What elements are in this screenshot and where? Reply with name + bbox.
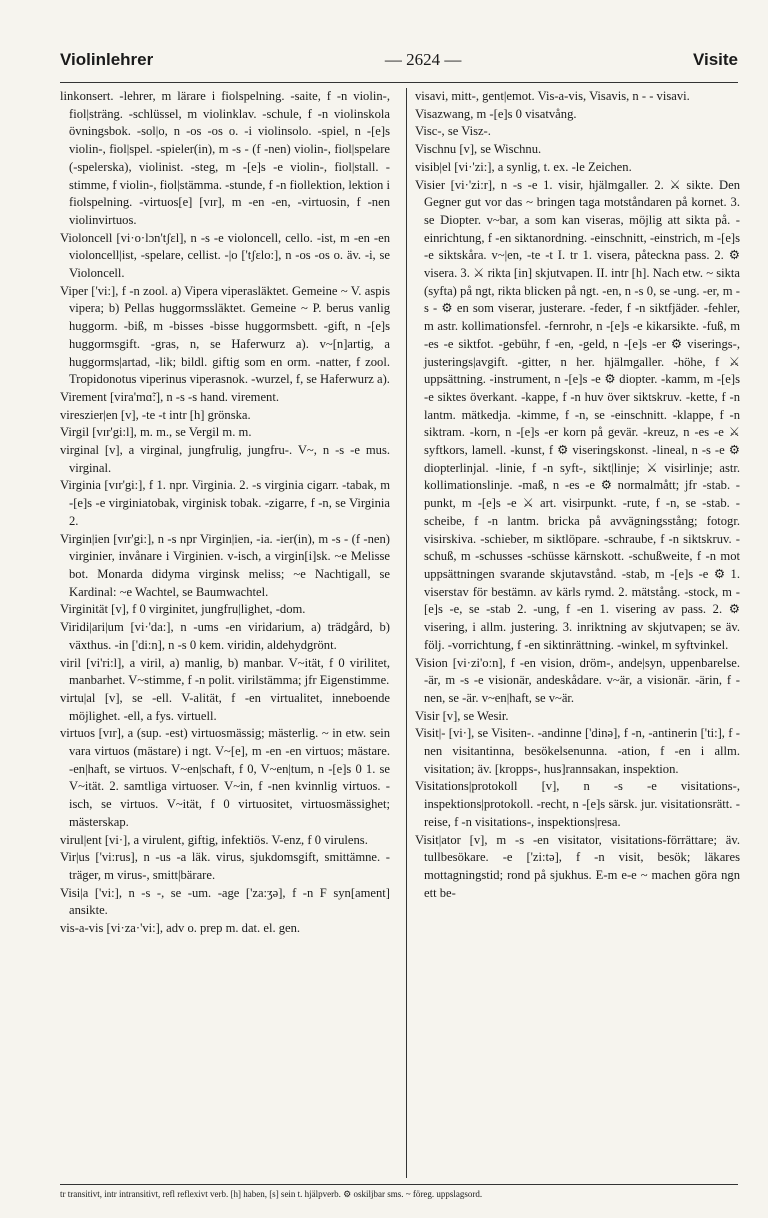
entry: Viper ['vi:], f -n zool. a) Vipera viperasläktet. Gemeine ~ V. aspis vipera; b) Pellas huggormssläktet. Gemeine ~ P. berus vanlig huggorm. -biß, m -bisses -bisse huggormsbett. -gift, n -[e]s huggormsgift. -gras, n, se Haferwurz a). v~[n]artig, a huggorms|artad, -lik; bildl. giftig som en orm. -natter, f zool. Tropidonotus viperinus viperasnok. -wurzel, f, se Haferwurz a). xyxy=(60,283,390,387)
entry: vis-a-vis [vi·za·'vi:], adv o. prep m. dat. el. gen. xyxy=(60,921,301,936)
entry: Virgil [vɪr'gi:l], m. m., se Vergil m. m. xyxy=(60,425,252,440)
entry: Visc-, se Visz-. xyxy=(415,124,491,139)
entry: visavi, mitt-, gent|emot. Vis-a-vis, Visavis, n - - visavi. xyxy=(415,89,690,103)
entry: Vischnu [v], se Wischnu. xyxy=(415,142,542,157)
entry: visib|el [vi·'zi:], a synlig, t. ex. -le Zeichen. xyxy=(415,159,632,174)
footer-rule xyxy=(60,1184,738,1185)
entry: virginal [v], a virginal, jungfrulig, jungfru-. V~, n -s -e mus. virginal. xyxy=(60,443,390,475)
entry: Virginia [vɪr'gi:], f 1. npr. Virginia. 2. -s virginia cigarr. -tabak, m -[e]s -e virginiatobak, virginisk tobak. -zigarre, f -n, se Virginia 2. xyxy=(60,478,390,528)
entry: Vision [vi·zi'o:n], f -en vision, dröm-, ande|syn, uppenbarelse. -är, m -s -e visionär, andeskådare. v~är, a visionär. -ärin, f -nen, se -är. v~en|haft, se v~är. xyxy=(415,655,740,705)
entry: linkonsert. -lehrer, m lärare i fiolspelning. -saite, f -n violin-, fiol|sträng. -schlüssel, m violinklav. -schule, f -n violinskola övningsbok. -sol|o, n -os -os o. -i violinsolo. -spiel, n -[e]s violin-, fiol|spel. -spieler(in), m -s - (f -nen) violin-, fiol|spelare (-spelerska), violinist. -steg, m -[e]s -e violin-, fiol|stall. -stimme, f violin-, fiol|stämma. -stunde, f -n fiollektion, lektion i fiolspelning. -virtuos[e] [vɪr], m -en -en, -virtuosin, f -nen violinvirtuos. xyxy=(60,89,390,227)
entry: virul|ent [vi·], a virulent, giftig, infektiös. V-enz, f 0 virulens. xyxy=(60,832,368,847)
entry: viril [vi'ri:l], a viril, a) manlig, b) manbar. V~ität, f 0 virilitet, manbarhet. V~stimme, f -n polit. virilstämma; jfr Eigenstimme. xyxy=(60,655,390,688)
entry: Visit|ator [v], m -s -en visitator, visitations-förrättare; äv. tullbesökare. -e ['zi:tə], f -n visit, besök; läkares mottagningstid; rond på sjukhus. E-m e-e ~ machen göra ngn ett be- xyxy=(415,832,740,900)
entry: Violoncell [vi·o·lɔn'tʃɛl], n -s -e violoncell, cello. -ist, m -en -en violoncell|ist, -spelare, cellist. -|o ['tʃɛlo:], n -os -os o. äv. -i, se Violoncell. xyxy=(60,230,390,281)
entry: Viridi|ari|um [vi·'da:], n -ums -en viridarium, a) trädgård, b) växthus. -in ['di:n], n -s 0 kem. viridin, aldehydgrönt. xyxy=(60,620,390,652)
entry: Virginität [v], f 0 virginitet, jungfru|lighet, -dom. xyxy=(60,602,306,617)
entry: Visit|- [vi·], se Visiten-. -andinne ['dinə], f -n, -antinerin ['ti:], f -nen visitantinna, besökelsenunna. -ation, f -en i allm. visitation; äv. [kropps-, hus]rannsakan, inspektion. xyxy=(415,726,740,776)
entry: Visitations|protokoll [v], n -s -e visitations-, inspektions|protokoll. -recht, n -[e]s särsk. jur. visitationsrätt. -reise, f -n visitations-, inspektions|resa. xyxy=(415,779,740,829)
entry: vireszier|en [v], -te -t intr [h] grönska. xyxy=(60,407,251,422)
column-divider xyxy=(406,88,407,1178)
entry: Visazwang, m -[e]s 0 visatvång. xyxy=(415,106,577,121)
header-right-guide-word: Visite xyxy=(692,50,738,69)
entry: Visir [v], se Wesir. xyxy=(415,708,509,723)
entry: Visier [vi·'zi:r], n -s -e 1. visir, hjälmgaller. 2. ⚔ sikte. Den Gegner gut vor das ~ bringen taga motståndaren på kornet. 3. se Diopter. v~bar, a som kan viseras, möjlig att sikta på. -einrichtung, f -en siktanordning. -einschnitt, -einstrich, m -[e]s -e siktskåra. v~|en, -te -t I. tr 1. visera, påteckna pass. 2. ⚙ visera. 3. ⚔ rikta [in] skjutvapen. II. intr [h]. Nach etw. ~ sikta (syfta) på ngt, rikta blicken på ngt. -en, n -s 0, se -ung. -er, m -s - ⚙ en som viserar, justerare. -feder, f -n siktfjäder. -fehler, m astr. kollimationsfel. -fernrohr, n -[e]s -e kikarsikte. -fuß, m -es -e siktfot. -gebühr, f -en, -geld, n -[e]s -er ⚙ viserings-, justerings|avgift. -gitter, n her. hjälmgaller. -höhe, f ⚔ uppsättning. -instrument, n -[e]s -e ⚙ diopter. -kamm, m -[e]s -e siktes överkant. -kappe, f -n huv över siktskruv. -kette, f -n lantm. mätkedja. -kimme, f -n, se -einschnitt. -klappe, f -n siktram. -korn, n -[e]s -er korn på gevär. -kreuz, n -es -e ⚔ syftkors, lamell. -kunst, f ⚙ viseringskonst. -lineal, n -s -e ⚙ diopterlinjal. -linie, f -n syft-, sikt|linje; ⚔ visirlinje; astr. kollimationslinje. -maß, n -es -e ⚙ normalmått; jfr -stab. -punkt, m -[e]s -e ⚔ art. visirpunkt. -rute, f -n, se -stab. -scheibe, f -n lantm. bricka på avvägningsstång; fotogr. visirskiva. -schieber, m siktlöpare. -schraube, f -n siktskruv. -schuß, m -schusses -schüsse kärnskott. -schußweite, f -n mot uppsättningen svarande skjutavstånd. -stab, m -[e]s -e ⚙ 1. viserstav för bestämn. av kärls rymd. 2. mätstång. -stock, m -[e]s -e, se -stab 2. -ung, f -en 1. visering av pass. 2. ⚙ visering, i allm. justering. 3. inriktning av skjutvapen; se äv. följ. -vorrichtung, f -en siktinrättning. -winkel, m syftvinkel. xyxy=(415,177,740,652)
left-column xyxy=(60,88,390,1178)
page-number: — 2624 — xyxy=(384,50,462,69)
header-left-guide-word: Violinlehrer xyxy=(60,50,154,69)
entry: Visi|a ['vi:], n -s -, se -um. -age ['za:ʒə], f -n F syn[ament] ansikte. xyxy=(60,885,390,918)
abbreviation-legend: tr transitivt, intr intransitivt, refl reflexivt verb. [h] haben, [s] sein t. hjälpverb. ⚙ oskiljbar sms. ~ föreg. uppslagsord. xyxy=(60,1189,483,1199)
entry: virtu|al [v], se -ell. V-alität, f -en virtualitet, inneboende möjlighet. -ell, a fys. virtuell. xyxy=(60,690,390,723)
entry: virtuos [vɪr], a (sup. -est) virtuosmässig; mästerlig. ~ in etw. sein vara virtuos (mästare) i ngt. V~[e], m -en -en virtuos; mästare. -en|haft, se virtuos. V~en|schaft, f 0, V~en|tum, n -[e]s 0 1. se V~ität. 2. samtliga virtuoser. V~in, f -nen kvinnlig virtuos. -isch, se virtuos. V~ität, f 0 virtuositet, virtuosmässighet; mästerskap. xyxy=(60,726,390,829)
entry: Virgin|ien [vɪr'gi:], n -s npr Virgin|ien, -ia. -ier(in), m -s - (f -nen) virginier, invånare i Virginien. v-isch, a virgin[i]sk. ~e Melisse bot. Monarda didyma virginsk meliss; ~e Nachtigall, se Kardinal: ~e Wachtel, se Baumwachtel. xyxy=(60,531,390,599)
entry: Virement [vira'mɑ̃:], n -s -s hand. virement. xyxy=(60,389,279,404)
right-column xyxy=(415,88,740,1178)
header-rule xyxy=(60,82,738,83)
page-header xyxy=(60,50,738,80)
entry: Vir|us ['vi:rus], n -us -a läk. virus, sjukdomsgift, smittämne. -träger, m virus-, smitt|bärare. xyxy=(60,850,390,882)
